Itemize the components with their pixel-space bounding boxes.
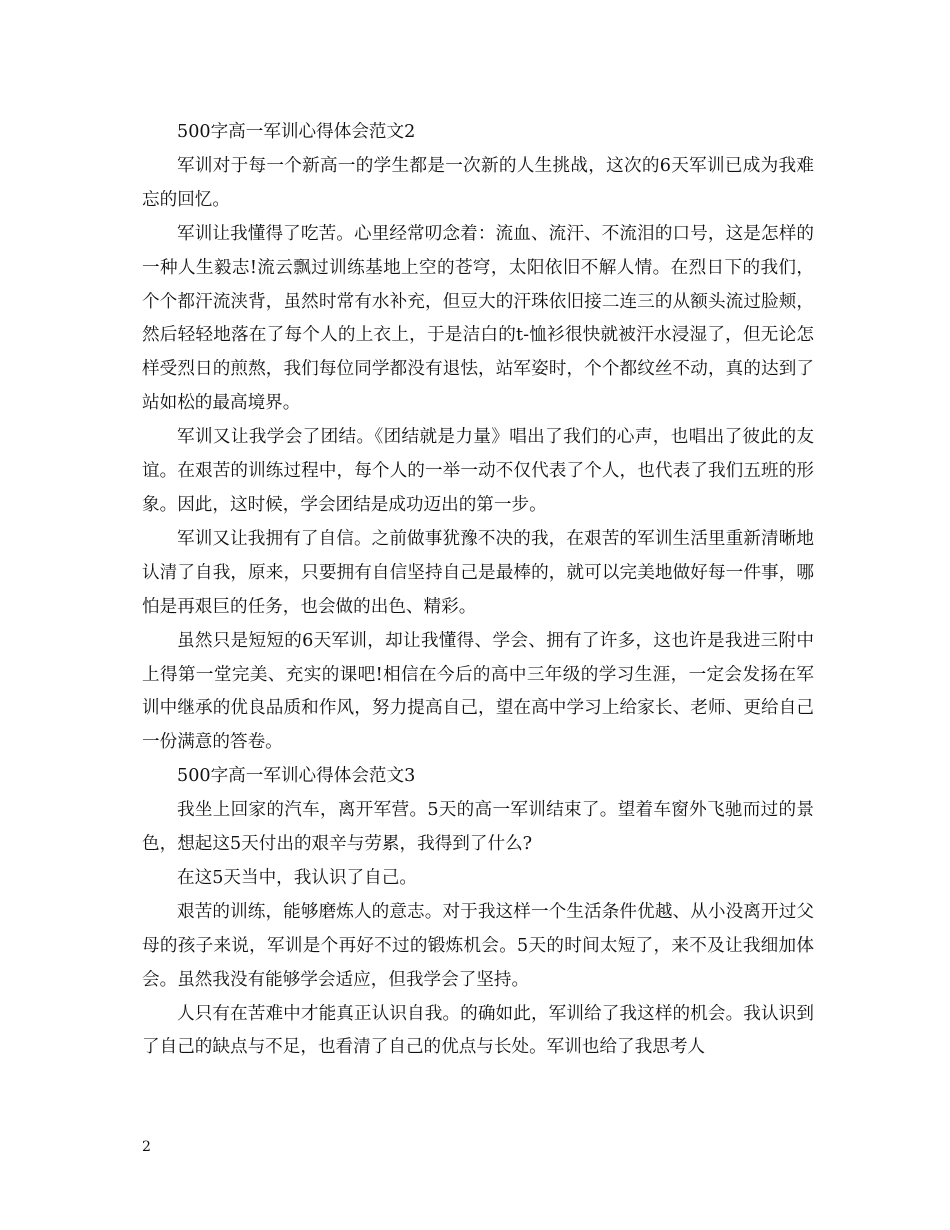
section-heading: 500字高一军训心得体会范文3 [177,766,416,787]
page-number: 2 [142,1139,151,1155]
paragraph: 人只有在苦难中才能真正认识自我。的确如此，军训给了我这样的机会。我认识到了自己的缺点与不足，也看清了自己的优点与长处。军训也给了我思考人 [142,1003,814,1058]
paragraph: 军训又让我拥有了自信。之前做事犹豫不决的我，在艰苦的军训生活里重新清晰地认清了自我，原来，只要拥有自信坚持自己是最棒的，就可以完美地做好每一件事，哪怕是再艰巨的任务，也会做的出色、精彩。 [142,528,814,617]
paragraph: 军训又让我学会了团结。《团结就是力量》唱出了我们的心声，也唱出了彼此的友谊。在艰苦的训练过程中，每个人的一举一动不仅代表了个人，也代表了我们五班的形象。因此，这时候，学会团结是成功迈出的第一步。 [142,427,814,515]
paragraph: 艰苦的训练，能够磨炼人的意志。对于我这样一个生活条件优越、从小没离开过父母的孩子来说，军训是个再好不过的锻炼机会。5天的时间太短了，来不及让我细加体会。虽然我没有能够学会适应，但我学会了坚持。 [142,901,814,990]
paragraph: 虽然只是短短的6天军训，却让我懂得、学会、拥有了许多，这也许是我进三附中上得第一堂完美、充实的课吧!相信在今后的高中三年级的学习生涯，一定会发扬在军训中继承的优良品质和作风，努力提高自己，望在高中学习上给家长、老师、更给自己一份满意的答卷。 [142,630,814,753]
paragraph: 在这5天当中，我认识了自己。 [177,867,417,888]
section-heading: 500字高一军训心得体会范文2 [177,122,416,142]
paragraph: 我坐上回家的汽车，离开军营。5天的高一军训结束了。望着车窗外飞驰而过的景色，想起这5天付出的艰辛与劳累，我得到了什么? [142,800,814,855]
paragraph: 军训让我懂得了吃苦。心里经常叨念着：流血、流汗、不流泪的口号，这是怎样的一种人生毅志!流云飘过训练基地上空的苍穹，太阳依旧不解人情。在烈日下的我们，个个都汗流浃背，虽然时常有水补充，但豆大的汗珠依旧接二连三的从额头流过脸颊，然后轻轻地落在了每个人的上衣上，于是洁白的t-恤衫很快就被汗水浸湿了，但无论怎样受烈日的煎熬，我们每位同学都没有退怯，站军姿时，个个都纹丝不动，真的达到了站如松的最高境界。 [142,223,814,414]
body-text [142,116,814,1065]
paragraph: 军训对于每一个新高一的学生都是一次新的人生挑战，这次的6天军训已成为我难忘的回忆。 [142,155,814,210]
